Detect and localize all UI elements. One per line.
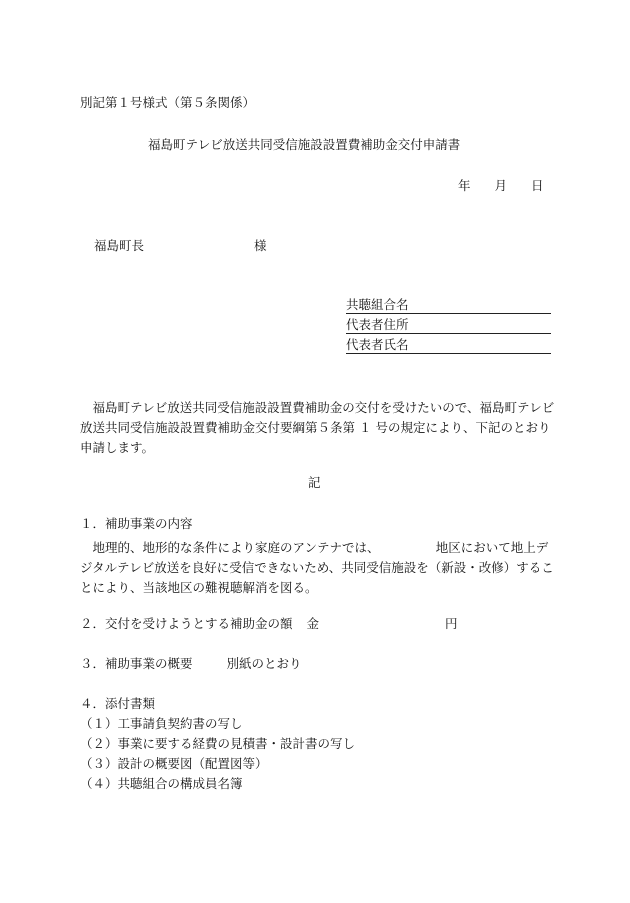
ki-heading: 記 <box>308 475 321 490</box>
attachment-item: （４）共聴組合の構成員名簿 <box>80 776 243 791</box>
section2-yen: 円 <box>445 616 458 631</box>
representative-name-label: 代表者氏名 <box>346 337 409 352</box>
section4-heading: ４．添付書類 <box>80 696 156 711</box>
intro-paragraph: 福島町テレビ放送共同受信施設設置費補助金の交付を受けたいので、福島町テレビ放送共同受信施設設置費補助金交付要綱第５条第 １ 号の規定により、下記のとおり申請します。 <box>80 400 555 455</box>
representative-address-field[interactable] <box>346 319 551 334</box>
addressee <box>94 240 267 253</box>
representative-name-field[interactable] <box>346 339 551 354</box>
section2-line <box>80 618 458 631</box>
section2-amount-prefix: 金 <box>306 616 320 631</box>
document-title: 福島町テレビ放送共同受信施設設置費補助金交付申請書 <box>148 137 461 152</box>
section2-label: ２．交付を受けようとする補助金の額 <box>80 616 293 631</box>
addressee-name: 福島町長 <box>94 238 145 253</box>
association-name-field[interactable] <box>346 299 551 314</box>
section3-label: ３．補助事業の概要 <box>80 656 193 671</box>
addressee-honorific: 様 <box>254 238 267 253</box>
section3-value: 別紙のとおり <box>226 656 302 671</box>
association-name-label: 共聴組合名 <box>346 297 409 312</box>
attachment-item: （１）工事請負契約書の写し <box>80 716 243 731</box>
section1-heading: １．補助事業の内容 <box>80 516 193 531</box>
section3-line <box>80 658 302 671</box>
form-number: 別記第１号様式（第５条関係） <box>80 95 256 110</box>
date-day: 日 <box>531 178 544 193</box>
attachment-item: （２）事業に要する経費の見積書・設計書の写し <box>80 736 356 751</box>
representative-address-label: 代表者住所 <box>346 317 409 332</box>
section1-body: 地理的、地形的な条件により家庭のアンテナでは、 地区において地上デジタルテレビ放送を良好に受信できないため、共同受信施設を（新設・改修）することにより、当該地区の難視聴解消を図る。 <box>80 540 554 595</box>
attachment-item: （３）設計の概要図（配置図等） <box>80 756 268 771</box>
date-year: 年 <box>458 178 471 193</box>
date-line <box>458 180 544 193</box>
date-month: 月 <box>494 178 508 193</box>
